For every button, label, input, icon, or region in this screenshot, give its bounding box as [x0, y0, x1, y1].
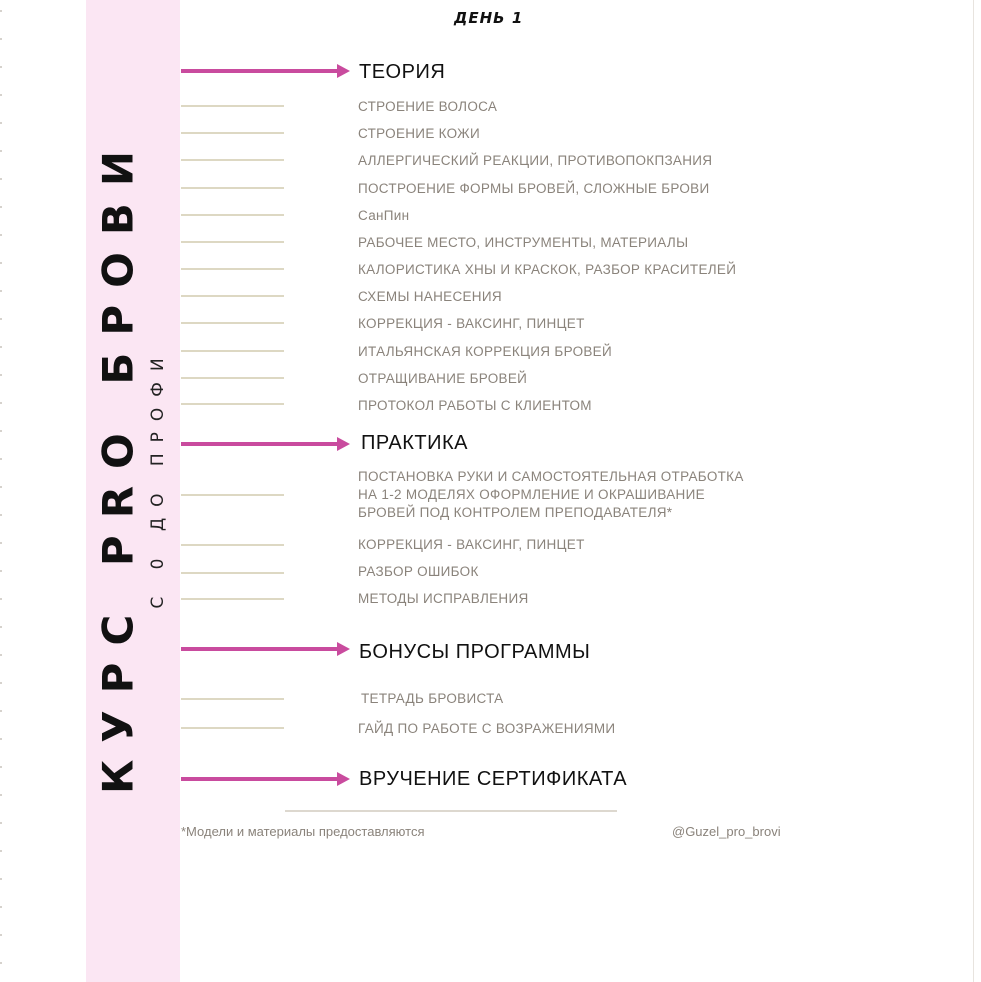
left-dotted-edge [0, 0, 4, 982]
practice-item: РАЗБОР ОШИБОК [358, 564, 479, 579]
section-title-certificate: ВРУЧЕНИЕ СЕРТИФИКАТА [359, 768, 628, 790]
edge-dot [0, 934, 2, 936]
arrow-certificate [181, 772, 351, 786]
edge-dot [0, 710, 2, 712]
section-title-bonuses: БОНУСЫ ПРОГРАММЫ [359, 641, 591, 663]
item-rule [181, 403, 284, 405]
edge-dot [0, 290, 2, 292]
edge-dot [0, 346, 2, 348]
edge-dot [0, 374, 2, 376]
item-rule [181, 572, 284, 574]
item-rule [181, 598, 284, 600]
item-rule [181, 544, 284, 546]
theory-item: СТРОЕНИЕ КОЖИ [358, 126, 480, 141]
edge-dot [0, 178, 2, 180]
edge-dot [0, 66, 2, 68]
practice-item: МЕТОДЫ ИСПРАВЛЕНИЯ [358, 591, 529, 606]
practice-item: КОРРЕКЦИЯ - ВАКСИНГ, ПИНЦЕТ [358, 537, 585, 552]
item-rule [181, 187, 284, 189]
theory-item: ПРОТОКОЛ РАБОТЫ С КЛИЕНТОМ [358, 398, 592, 413]
item-rule [181, 105, 284, 107]
item-rule [181, 698, 284, 700]
item-rule [181, 241, 284, 243]
edge-dot [0, 150, 2, 152]
theory-item: СанПин [358, 208, 410, 223]
bonus-item: ТЕТРАДЬ БРОВИСТА [361, 691, 504, 706]
section-title-theory: ТЕОРИЯ [359, 61, 446, 83]
edge-dot [0, 458, 2, 460]
edge-dot [0, 10, 2, 12]
instagram-handle: @Guzel_pro_brovi [672, 824, 781, 839]
footnote: *Модели и материалы предоставляются [181, 824, 425, 839]
item-rule [181, 494, 284, 496]
edge-dot [0, 626, 2, 628]
theory-item: ОТРАЩИВАНИЕ БРОВЕЙ [358, 371, 528, 386]
theory-item: АЛЛЕРГИЧЕСКИЙ РЕАКЦИИ, ПРОТИВОПОКПЗАНИЯ [358, 153, 713, 168]
edge-dot [0, 822, 2, 824]
item-rule [181, 350, 284, 352]
item-rule [181, 322, 284, 324]
edge-dot [0, 234, 2, 236]
edge-dot [0, 878, 2, 880]
edge-dot [0, 850, 2, 852]
item-rule [181, 214, 284, 216]
theory-item: СХЕМЫ НАНЕСЕНИЯ [358, 289, 502, 304]
edge-dot [0, 318, 2, 320]
theory-item: СТРОЕНИЕ ВОЛОСА [358, 99, 498, 114]
day-label: ДЕНЬ 1 [454, 9, 524, 27]
item-rule [181, 295, 284, 297]
edge-dot [0, 402, 2, 404]
theory-item: ИТАЛЬЯНСКАЯ КОРРЕКЦИЯ БРОВЕЙ [358, 344, 612, 359]
item-rule [181, 268, 284, 270]
edge-dot [0, 962, 2, 964]
edge-dot [0, 430, 2, 432]
edge-dot [0, 262, 2, 264]
theory-item: ПОСТРОЕНИЕ ФОРМЫ БРОВЕЙ, СЛОЖНЫЕ БРОВИ [358, 181, 710, 196]
edge-dot [0, 906, 2, 908]
arrow-bonuses [181, 642, 351, 656]
item-rule [181, 132, 284, 134]
course-subtitle: С 0 ДО ПРОФИ [148, 347, 168, 609]
theory-item: КАЛОРИСТИКА ХНЫ И КРАСКОК, РАЗБОР КРАСИТЕЛЕЙ [358, 262, 737, 277]
edge-dot [0, 206, 2, 208]
edge-dot [0, 598, 2, 600]
edge-dot [0, 654, 2, 656]
edge-dot [0, 542, 2, 544]
section-title-practice: ПРАКТИКА [361, 432, 468, 454]
edge-dot [0, 766, 2, 768]
edge-dot [0, 738, 2, 740]
item-rule [181, 727, 284, 729]
footer-divider [285, 810, 617, 812]
edge-dot [0, 682, 2, 684]
theory-item: РАБОЧЕЕ МЕСТО, ИНСТРУМЕНТЫ, МАТЕРИАЛЫ [358, 235, 689, 250]
practice-item: ПОСТАНОВКА РУКИ И САМОСТОЯТЕЛЬНАЯ ОТРАБОТКА НА 1-2 МОДЕЛЯХ ОФОРМЛЕНИЕ И ОКРАШИВАНИЕ БРОВЕЙ ПОД КОНТРОЛЕМ ПРЕПОДАВАТЕЛЯ* [358, 469, 744, 520]
arrow-practice [181, 437, 351, 451]
edge-dot [0, 794, 2, 796]
edge-dot [0, 94, 2, 96]
edge-dot [0, 570, 2, 572]
bonus-item: ГАЙД ПО РАБОТЕ С ВОЗРАЖЕНИЯМИ [358, 721, 616, 736]
arrow-theory [181, 64, 351, 78]
item-rule [181, 159, 284, 161]
edge-dot [0, 514, 2, 516]
right-border [973, 0, 974, 982]
edge-dot [0, 122, 2, 124]
edge-dot [0, 486, 2, 488]
edge-dot [0, 38, 2, 40]
item-rule [181, 377, 284, 379]
course-title: КУРС PRO БРОВИ [93, 133, 143, 795]
theory-item: КОРРЕКЦИЯ - ВАКСИНГ, ПИНЦЕТ [358, 316, 585, 331]
